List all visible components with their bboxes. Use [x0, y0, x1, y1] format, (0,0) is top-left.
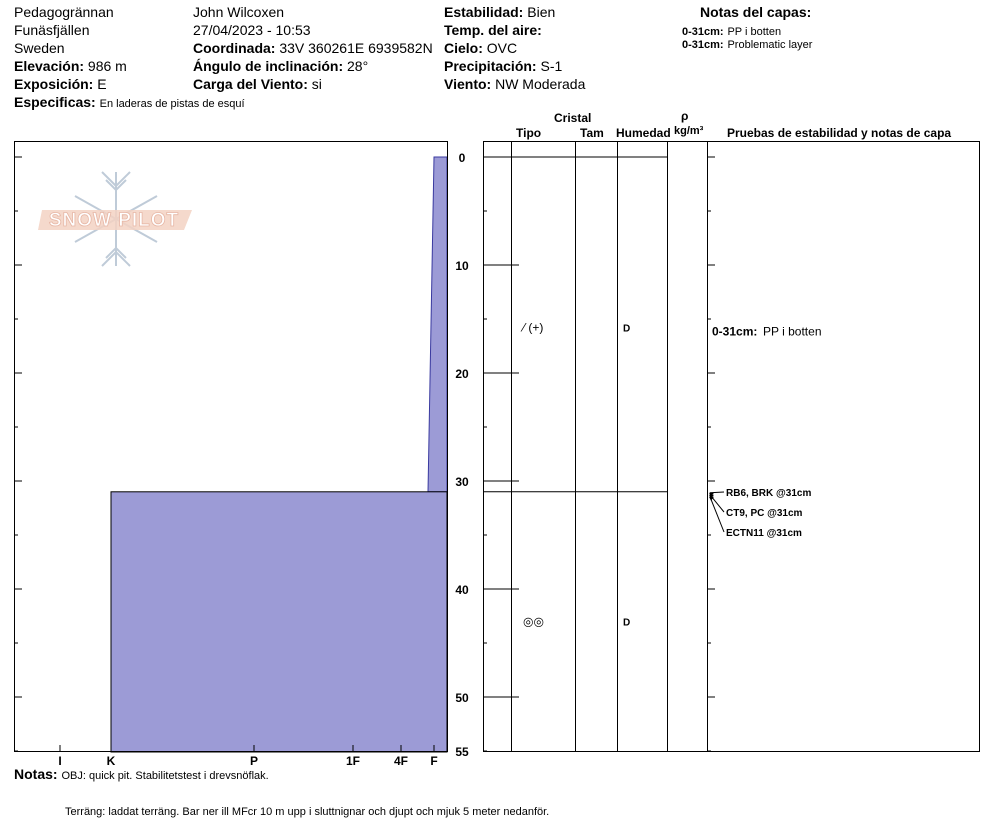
- precip-value: S-1: [540, 58, 563, 74]
- notes-line-1: OBJ: quick pit. Stabilitetstest i drevsnöflak.: [61, 770, 269, 782]
- region: Funäsfjällen: [14, 22, 90, 38]
- depth-tick-label: 0: [458, 151, 466, 165]
- layer-note-2-text: Problematic layer: [727, 39, 813, 51]
- x-tick-label: 1F: [345, 754, 361, 768]
- slope-value: 28°: [347, 58, 369, 74]
- notes-label: Notas:: [14, 766, 58, 782]
- moisture-value: D: [623, 323, 631, 335]
- layer-note-1-text: PP i botten: [727, 26, 782, 38]
- col-cristal: Cristal: [554, 111, 592, 125]
- elevation-label: Elevación:: [14, 58, 85, 74]
- depth-tick-label: 40: [455, 583, 469, 597]
- depth-tick-label: 30: [455, 475, 469, 489]
- stability-value: Bien: [527, 4, 556, 20]
- stability-test: CT9, PC @31cm: [726, 508, 803, 519]
- country: Sweden: [14, 40, 65, 56]
- precip-label: Precipitación:: [444, 58, 537, 74]
- airtemp-label: Temp. del aire:: [444, 22, 542, 38]
- layer-note-text: PP i botten: [763, 324, 822, 339]
- layer-notes-title: Notas del capas:: [700, 4, 812, 20]
- depth-tick-label: 55: [455, 745, 469, 759]
- stability-test: RB6, BRK @31cm: [726, 488, 812, 499]
- stability-label: Estabilidad:: [444, 4, 524, 20]
- sky-label: Cielo:: [444, 40, 483, 56]
- x-tick-label: I: [58, 754, 62, 768]
- layer-note-1-range: 0-31cm:: [682, 26, 724, 38]
- stability-tests: [709, 488, 811, 539]
- col-tipo: Tipo: [516, 126, 542, 140]
- layer-note-2-range: 0-31cm:: [682, 39, 724, 51]
- stability-test: ECTN11 @31cm: [726, 528, 802, 539]
- layer-rows: [483, 157, 822, 628]
- moisture-value: D: [623, 617, 631, 629]
- test-arrow: [710, 497, 724, 532]
- x-tick-label: 4F: [393, 754, 409, 768]
- elevation-value: 986 m: [87, 58, 127, 74]
- x-tick-label: F: [430, 754, 438, 768]
- coord-label: Coordinada:: [193, 40, 276, 56]
- depth-tick-label: 50: [455, 691, 469, 705]
- layer-table: [484, 141, 980, 752]
- hardness-profile: [111, 157, 447, 752]
- x-tick-label: P: [249, 754, 259, 768]
- datetime: 27/04/2023 - 10:53: [193, 22, 311, 38]
- col-tests: Pruebas de estabilidad y notas de capa: [727, 126, 952, 140]
- test-arrow: [710, 492, 724, 493]
- wind-label: Viento:: [444, 76, 492, 92]
- col-density-unit: kg/m³: [674, 125, 704, 137]
- aspect-value: E: [97, 76, 107, 92]
- table-frame: [484, 142, 980, 752]
- coord-value: 33V 360261E 6939582N: [279, 40, 433, 56]
- slope-label: Ángulo de inclinación:: [193, 58, 344, 74]
- depth-tick-label: 20: [455, 367, 469, 381]
- hardness-layer-2: [111, 492, 447, 752]
- location: Pedagogrännan: [14, 4, 114, 20]
- wind-value: NW Moderada: [495, 76, 586, 92]
- windload-label: Carga del Viento:: [193, 76, 308, 92]
- depth-tick-label: 10: [455, 259, 469, 273]
- windload-value: si: [311, 76, 322, 92]
- col-humedad: Humedad: [616, 126, 671, 140]
- specifics-value: En laderas de pistas de esquí: [99, 98, 245, 110]
- notes-line-2: Terräng: laddat terräng. Bar ner ill MFcr 10 m upp i sluttnignar och djupt och mjuk 5 meter nedanför.: [65, 806, 550, 818]
- aspect-label: Exposición:: [14, 76, 94, 92]
- grain-type-symbol: ◎◎: [523, 614, 544, 629]
- col-rho: ρ: [681, 109, 689, 123]
- specifics-label: Especificas:: [14, 94, 96, 110]
- hardness-layer-1: [428, 157, 447, 492]
- sky-value: OVC: [486, 40, 518, 56]
- x-tick-label: K: [106, 754, 116, 768]
- logo-text: SNOW PILOT: [48, 210, 180, 231]
- grain-type-symbol: ⁄ (+): [523, 320, 544, 335]
- notes: [14, 766, 269, 783]
- observer: John Wilcoxen: [193, 4, 285, 20]
- col-tam: Tam: [580, 126, 604, 140]
- layer-note-range: 0-31cm:: [712, 324, 758, 339]
